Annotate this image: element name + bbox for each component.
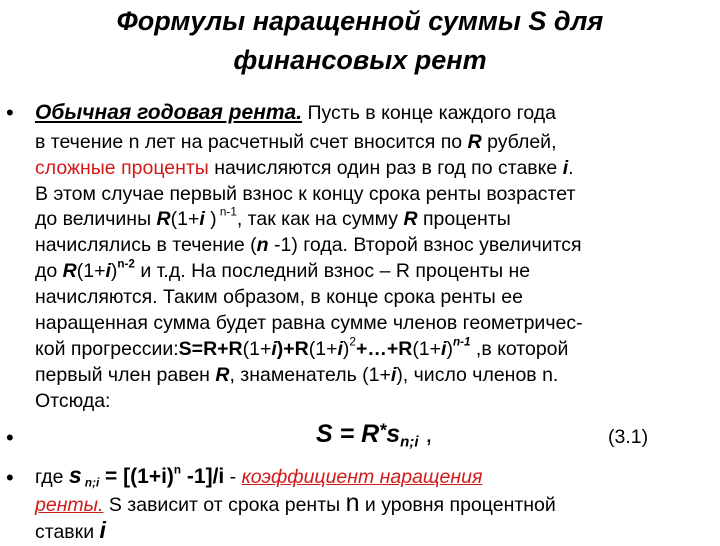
text: рублей, xyxy=(481,131,557,153)
var-i: i xyxy=(562,157,569,179)
text: ) xyxy=(446,338,453,360)
title-line-2: финансовых рент xyxy=(233,45,487,75)
formula-part: +…+ xyxy=(355,338,399,360)
text: ), число членов n. xyxy=(396,364,559,386)
text: до xyxy=(35,260,63,282)
text: проценты xyxy=(417,208,511,230)
var-R: R xyxy=(156,208,171,230)
var-n: n xyxy=(256,234,269,256)
var-R: R xyxy=(215,364,230,386)
title-line-1: Формулы наращенной суммы S для xyxy=(116,6,604,36)
var-i: i xyxy=(105,260,111,282)
text: начислялись в течение ( xyxy=(35,234,257,256)
var-R: R xyxy=(467,131,482,153)
text: ) xyxy=(204,208,217,230)
text: (1+ xyxy=(308,338,338,360)
var-i: i xyxy=(199,208,205,230)
text: кой прогрессии: xyxy=(35,338,179,360)
heading-ordinary-annuity: Обычная годовая рента. xyxy=(35,101,303,124)
formula-lhs: S = R xyxy=(316,420,380,448)
var-R: R xyxy=(294,338,309,360)
term-annuity: ренты. xyxy=(35,494,104,516)
formula-part: = [(1+i) xyxy=(99,465,174,488)
var-i: i xyxy=(271,338,277,360)
equation-number: (3.1) xyxy=(608,426,649,448)
var-i: i xyxy=(337,338,343,360)
para-line-8: начисляются. Таким образом, в конце срока ренты ее xyxy=(35,286,523,308)
text: ) xyxy=(110,260,118,282)
text: ставки xyxy=(35,521,100,543)
bullet-1: • xyxy=(6,100,14,125)
var-R: R xyxy=(398,338,413,360)
text: S зависит от срока ренты xyxy=(103,494,346,516)
text: (1+ xyxy=(76,260,106,282)
superscript: n-1 xyxy=(216,205,237,219)
var-i: i xyxy=(441,338,447,360)
subscript: n;i xyxy=(400,433,419,451)
para-line-3 xyxy=(35,156,574,182)
text: (1+ xyxy=(170,208,200,230)
para-line-4: В этом случае первый взнос к концу срока ренты возрастет xyxy=(35,183,576,205)
subscript: n;i xyxy=(81,476,100,490)
superscript: n xyxy=(173,463,182,477)
para-line-6 xyxy=(35,233,582,259)
formula-part: )+ xyxy=(276,338,295,360)
text: . xyxy=(568,157,574,179)
para-line-7 xyxy=(35,259,530,285)
superscript: 2 xyxy=(349,335,356,349)
para-where-line-3 xyxy=(35,518,106,546)
var-R: R xyxy=(403,208,418,230)
text: (1+ xyxy=(412,338,442,360)
var-s: s xyxy=(68,462,82,488)
superscript: n-1 xyxy=(452,335,471,349)
text: начисляются один раз в год по ставке xyxy=(208,157,563,179)
para-line-5 xyxy=(35,207,511,233)
para-line-2 xyxy=(35,130,557,156)
text: в течение n лет на расчетный счет вносится по xyxy=(35,131,468,153)
para-line-11 xyxy=(35,363,558,389)
text: ,в которой xyxy=(470,338,569,360)
text: и уровня процентной xyxy=(359,494,556,516)
text: и т.д. На последний взнос – R проценты не xyxy=(134,260,531,282)
text: где xyxy=(35,466,69,488)
para-line-10 xyxy=(35,337,568,363)
text: (1+ xyxy=(242,338,272,360)
text: -1) года. Второй взнос увеличится xyxy=(268,234,582,256)
text: до величины xyxy=(35,208,157,230)
para-line-9: наращенная сумма будет равна сумме членов геометричес- xyxy=(35,312,583,334)
term-accumulation-factor: коэффициент наращения xyxy=(241,466,483,488)
bullet-2: • xyxy=(6,425,14,450)
term-compound-interest: сложные проценты xyxy=(35,157,209,179)
text: первый член равен xyxy=(35,364,216,386)
para-line-1 xyxy=(35,100,556,127)
formula-3-1 xyxy=(316,420,432,449)
text: Пусть в конце каждого года xyxy=(302,102,556,124)
text: ) xyxy=(342,338,350,360)
para-line-12: Отсюда: xyxy=(35,390,111,412)
bullet-3: • xyxy=(6,465,14,490)
var-R: R xyxy=(62,260,77,282)
text: , знаменатель (1+ xyxy=(229,364,391,386)
text: , xyxy=(418,420,433,448)
var-i: i xyxy=(390,364,397,386)
multiply-sign: * xyxy=(379,420,387,441)
var-n: n xyxy=(345,489,360,517)
superscript: n-2 xyxy=(117,257,135,271)
para-where-line-2 xyxy=(35,491,556,519)
formula-part: -1]/i xyxy=(181,465,225,488)
para-where-line-1 xyxy=(35,463,482,491)
text: - xyxy=(224,466,242,488)
var-i: i xyxy=(99,517,106,543)
formula-part: S=R+R xyxy=(178,338,243,360)
text: , так как на сумму xyxy=(236,208,404,230)
slide-title xyxy=(0,2,720,80)
var-s: s xyxy=(386,420,401,448)
